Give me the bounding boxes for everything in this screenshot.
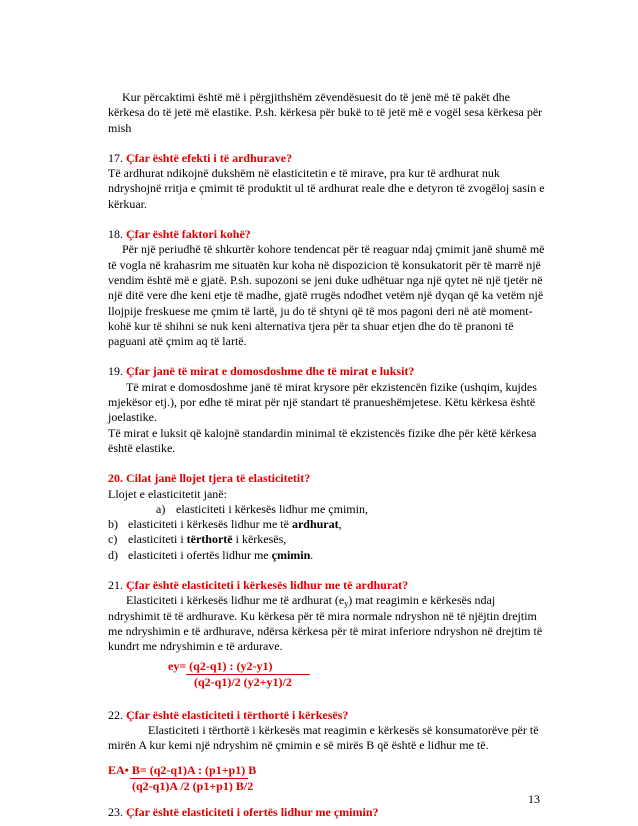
question-22-answer: Elasticiteti i tërthortë i kërkesës mat reagimin e kërkesës së konsumatorëve për të mirën A kur kemi një ndryshim në çmimin e së mirës B që është e lidhur me të. xyxy=(108,722,539,753)
list-item-d-bold: çmimin xyxy=(271,547,311,562)
question-21-answer-sub: y xyxy=(344,599,349,609)
list-item-d-label: d) xyxy=(108,547,118,562)
list-item-d-text: elasticiteti i ofertës lidhur me xyxy=(128,547,272,562)
question-21-answer-end: ) mat reagimin e kërkesës ndaj ndryshimit të të ardhurave. Ku kërkesa për të mira normale ndryshon në të njëjtin drejtim me ndryshimin e të ardhurave, ndërsa kërkesa për të mirat inferiore ndryshon në drejtim të kundrt me ndryshimin e të ardurave. xyxy=(108,593,543,654)
cross-elasticity-formula xyxy=(108,763,548,797)
question-22-title: Çfar është elasticiteti i tërthortë i kërkesës? xyxy=(126,707,349,722)
list-item-a-label: a) xyxy=(156,501,166,516)
list-item-d xyxy=(108,548,548,563)
page-body xyxy=(108,90,548,821)
question-19-title: Çfar janë të mirat e domosdoshme dhe të mirat e luksit? xyxy=(126,364,415,379)
list-item-c xyxy=(108,532,548,547)
question-17-heading xyxy=(108,151,548,166)
list-item-b-bold: ardhurat xyxy=(291,517,339,532)
question-18-heading xyxy=(108,227,548,242)
question-20-title: 20. Cilat janë llojet tjera të elasticitetit? xyxy=(108,471,311,486)
question-18-number: 18. xyxy=(108,227,123,242)
question-23-number: 23. xyxy=(108,805,123,820)
list-item-b-end: , xyxy=(338,517,342,532)
question-17-title: Çfar është efekti i të ardhurave? xyxy=(126,150,293,165)
question-21-title: Çfar është elasticiteti i kërkesës lidhur me të ardhurat? xyxy=(126,578,409,593)
list-item-a xyxy=(108,502,548,517)
question-18-title: Çfar është faktori kohë? xyxy=(126,227,251,242)
question-17-answer: Të ardhurat ndikojnë dukshëm në elasticitetin e të mirave, pra kur të ardhurat nuk ndryshojnë rritja e çmimit të produktit ul të ardhurat reale dhe e detyron të zvogëloj sasin e kërkuar. xyxy=(108,166,545,211)
question-18-answer: Për një periudhë të shkurtër kohore tendencat për të reaguar ndaj çmimit janë shumë më të vogla në krahasrim me situatën kur koha në dispozicion të konsukatorit për të marrë një vendim është më e gjatë. P.sh. supozoni se jeni duke udhëtuar nga një qytet në një tjetër në një ditë vere dhe keni etje të madhe, gjatë rrugës ndodhet vetëm një dyqan që ka vetëm një llojpije freskuese me çmim të lartë, ju do të shtyni që të mos pagoni deri në atë moment-kohë kur të shihni se nuk keni alternativa tjera për ta shuar etjen dhe do të pranoni të paguani atë çmim aq të lartë. xyxy=(108,242,545,349)
intro-paragraph: Kur përcaktimi është më i përgjithshëm zëvendësuesit do të jenë më të pakët dhe kërkesa do të jetë më elastike. P.sh. kërkesa për bukë to të jetë më e vogël sesa kërkesa për mish xyxy=(108,90,543,135)
cross-elasticity-numerator: EA• B= (q2-q1)A : (p1+p1) B xyxy=(108,763,257,778)
cross-elasticity-denominator: (q2-q1)A /2 (p1+p1) B/2 xyxy=(132,779,254,794)
income-elasticity-denominator: (q2-q1)/2 (y2+y1)/2 xyxy=(194,674,292,689)
page-number: 13 xyxy=(528,792,540,806)
question-21-answer-start: Elasticiteti i kërkesës lidhur me të ardhurat (e xyxy=(126,593,345,608)
list-item-c-text: elasticiteti i xyxy=(128,532,187,547)
list-item-c-bold: tërthortë xyxy=(186,532,233,547)
question-19-heading xyxy=(108,364,548,379)
question-23-heading xyxy=(108,805,548,820)
question-19-number: 19. xyxy=(108,364,123,379)
list-item-b-text: elasticiteti i kërkesës lidhur me të xyxy=(128,517,292,532)
question-22-heading xyxy=(108,708,548,723)
question-21-number: 21. xyxy=(108,578,123,593)
list-item-b xyxy=(108,517,548,532)
question-21-answer xyxy=(108,593,548,654)
question-20-lead: Llojet e elasticitetit janë: xyxy=(108,486,227,501)
question-19-answer-2: Të mirat e luksit që kalojnë standardin minimal të ekzistencës fizike dhe për këtë kërkesa është elastike. xyxy=(108,425,537,455)
list-item-c-end: i kërkesës, xyxy=(232,532,287,547)
question-21-heading xyxy=(108,578,548,593)
income-elasticity-numerator: ey= (q2-q1) : (y2-y1) xyxy=(168,658,273,673)
list-item-c-label: c) xyxy=(108,532,118,547)
question-22-number: 22. xyxy=(108,707,123,722)
question-23-title: Çfar është elasticiteti i ofertës lidhur me çmimin? xyxy=(126,805,379,820)
list-item-b-label: b) xyxy=(108,517,118,532)
list-item-a-text: elasticiteti i kërkesës lidhur me çmimin, xyxy=(176,501,368,516)
list-item-d-end: . xyxy=(310,547,314,562)
question-17-number: 17. xyxy=(108,150,123,165)
question-19-answer-1: Të mirat e domosdoshme janë të mirat krysore për ekzistencën fizike (ushqim, kujdes mjekësor etj.), por edhe të mirat për një standart të pranueshëmjetese. Këtu kërkesa është joelastike. xyxy=(108,379,537,425)
income-elasticity-formula xyxy=(108,659,548,693)
